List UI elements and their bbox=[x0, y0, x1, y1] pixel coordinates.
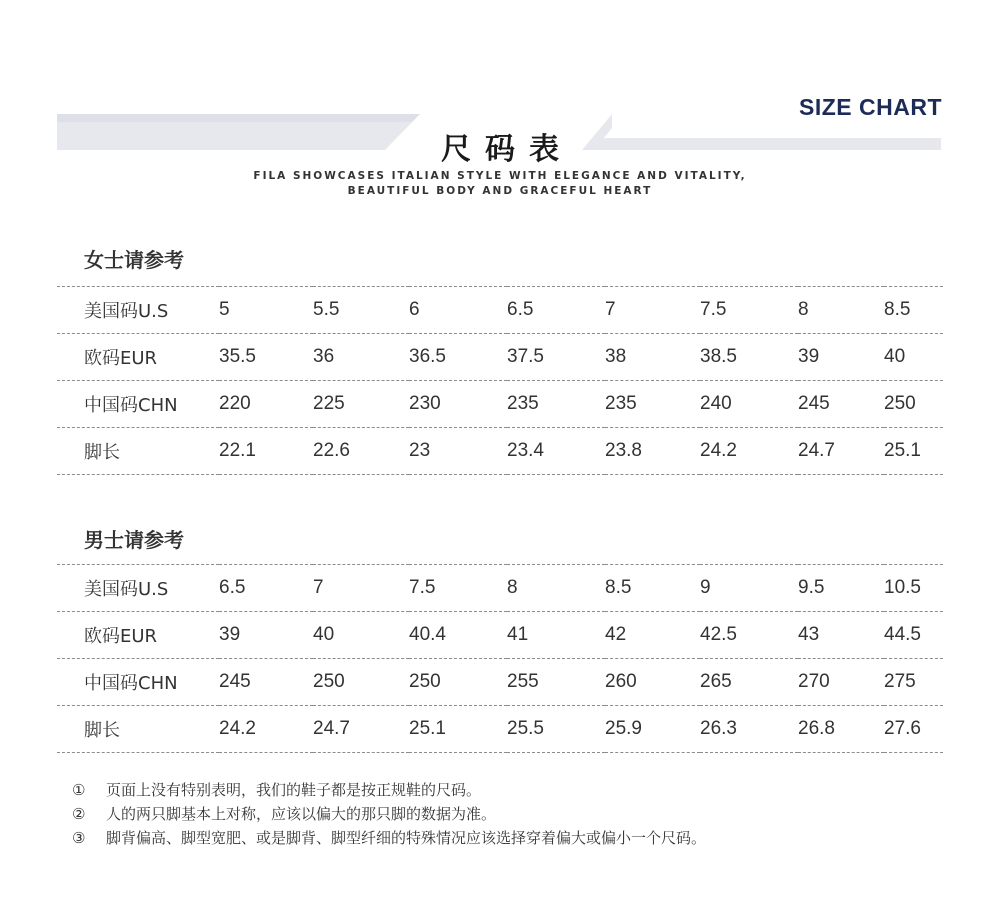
table-cell: 35.5 bbox=[219, 334, 313, 381]
table-cell: 7 bbox=[313, 565, 409, 612]
table-cell: 24.7 bbox=[313, 706, 409, 753]
table-cell: 230 bbox=[409, 381, 507, 428]
page-title: 尺码表 bbox=[441, 132, 573, 167]
table-cell: 23.4 bbox=[507, 428, 605, 475]
row-label: 脚长 bbox=[57, 428, 219, 475]
row-label: 脚长 bbox=[57, 706, 219, 753]
table-cell: 255 bbox=[507, 659, 605, 706]
table-cell: 7.5 bbox=[700, 287, 798, 334]
table-cell: 10.5 bbox=[884, 565, 943, 612]
table-cell: 9.5 bbox=[798, 565, 884, 612]
table-cell: 22.6 bbox=[313, 428, 409, 475]
table-cell: 38.5 bbox=[700, 334, 798, 381]
table-cell: 6.5 bbox=[507, 287, 605, 334]
table-cell: 44.5 bbox=[884, 612, 943, 659]
table-row bbox=[57, 287, 943, 334]
table-cell: 225 bbox=[313, 381, 409, 428]
table-cell: 24.2 bbox=[700, 428, 798, 475]
women-size-table bbox=[57, 286, 943, 475]
table-cell: 6 bbox=[409, 287, 507, 334]
women-section-title: 女士请参考 bbox=[84, 248, 184, 272]
row-label: 欧码EUR bbox=[57, 612, 219, 659]
note-text: 人的两只脚基本上对称，应该以偏大的那只脚的数据为准。 bbox=[106, 805, 497, 823]
table-row bbox=[57, 612, 943, 659]
table-cell: 265 bbox=[700, 659, 798, 706]
table-cell: 42.5 bbox=[700, 612, 798, 659]
table-cell: 6.5 bbox=[219, 565, 313, 612]
table-row bbox=[57, 381, 943, 428]
table-cell: 250 bbox=[884, 381, 943, 428]
table-cell: 23.8 bbox=[605, 428, 700, 475]
table-cell: 26.8 bbox=[798, 706, 884, 753]
table-cell: 5.5 bbox=[313, 287, 409, 334]
table-cell: 40 bbox=[884, 334, 943, 381]
table-row bbox=[57, 428, 943, 475]
table-cell: 37.5 bbox=[507, 334, 605, 381]
table-cell: 240 bbox=[700, 381, 798, 428]
note-number: ① bbox=[72, 781, 86, 799]
note-item bbox=[72, 826, 706, 850]
table-row bbox=[57, 659, 943, 706]
table-cell: 25.9 bbox=[605, 706, 700, 753]
table-cell: 22.1 bbox=[219, 428, 313, 475]
table-cell: 5 bbox=[219, 287, 313, 334]
table-row bbox=[57, 565, 943, 612]
table-cell: 24.2 bbox=[219, 706, 313, 753]
table-cell: 36 bbox=[313, 334, 409, 381]
table-cell: 39 bbox=[219, 612, 313, 659]
note-text: 页面上没有特别表明，我们的鞋子都是按正规鞋的尺码。 bbox=[106, 781, 482, 799]
table-row bbox=[57, 706, 943, 753]
table-cell: 8.5 bbox=[605, 565, 700, 612]
table-cell: 24.7 bbox=[798, 428, 884, 475]
tagline-line-2: BEAUTIFUL BODY AND GRACEFUL HEART bbox=[347, 185, 653, 197]
table-cell: 245 bbox=[219, 659, 313, 706]
table-cell: 40.4 bbox=[409, 612, 507, 659]
table-cell: 23 bbox=[409, 428, 507, 475]
tagline-line-1: FILA SHOWCASES ITALIAN STYLE WITH ELEGANCE AND VITALITY, bbox=[253, 170, 747, 182]
table-row bbox=[57, 334, 943, 381]
table-cell: 27.6 bbox=[884, 706, 943, 753]
table-cell: 8.5 bbox=[884, 287, 943, 334]
table-cell: 275 bbox=[884, 659, 943, 706]
table-cell: 25.1 bbox=[884, 428, 943, 475]
table-cell: 25.5 bbox=[507, 706, 605, 753]
table-cell: 8 bbox=[507, 565, 605, 612]
note-text: 脚背偏高、脚型宽肥、或是脚背、脚型纤细的特殊情况应该选择穿着偏大或偏小一个尺码。 bbox=[106, 829, 707, 847]
table-cell: 25.1 bbox=[409, 706, 507, 753]
note-number: ② bbox=[72, 805, 86, 823]
table-cell: 26.3 bbox=[700, 706, 798, 753]
table-cell: 41 bbox=[507, 612, 605, 659]
table-cell: 260 bbox=[605, 659, 700, 706]
table-cell: 7.5 bbox=[409, 565, 507, 612]
men-size-table bbox=[57, 564, 943, 753]
table-cell: 7 bbox=[605, 287, 700, 334]
table-cell: 39 bbox=[798, 334, 884, 381]
table-cell: 36.5 bbox=[409, 334, 507, 381]
notes-list bbox=[72, 778, 706, 850]
table-cell: 245 bbox=[798, 381, 884, 428]
table-cell: 38 bbox=[605, 334, 700, 381]
table-cell: 42 bbox=[605, 612, 700, 659]
size-chart-title: SIZE CHART bbox=[799, 94, 942, 120]
row-label: 中国码CHN bbox=[57, 381, 219, 428]
table-cell: 220 bbox=[219, 381, 313, 428]
row-label: 中国码CHN bbox=[57, 659, 219, 706]
table-cell: 250 bbox=[409, 659, 507, 706]
row-label: 欧码EUR bbox=[57, 334, 219, 381]
note-number: ③ bbox=[72, 829, 86, 847]
men-section-title: 男士请参考 bbox=[84, 528, 184, 552]
table-cell: 235 bbox=[605, 381, 700, 428]
table-cell: 235 bbox=[507, 381, 605, 428]
note-item bbox=[72, 802, 706, 826]
table-cell: 43 bbox=[798, 612, 884, 659]
row-label: 美国码U.S bbox=[57, 287, 219, 334]
table-cell: 270 bbox=[798, 659, 884, 706]
note-item bbox=[72, 778, 706, 802]
row-label: 美国码U.S bbox=[57, 565, 219, 612]
table-cell: 250 bbox=[313, 659, 409, 706]
table-cell: 9 bbox=[700, 565, 798, 612]
band-left-accent bbox=[57, 114, 420, 122]
table-cell: 8 bbox=[798, 287, 884, 334]
table-cell: 40 bbox=[313, 612, 409, 659]
